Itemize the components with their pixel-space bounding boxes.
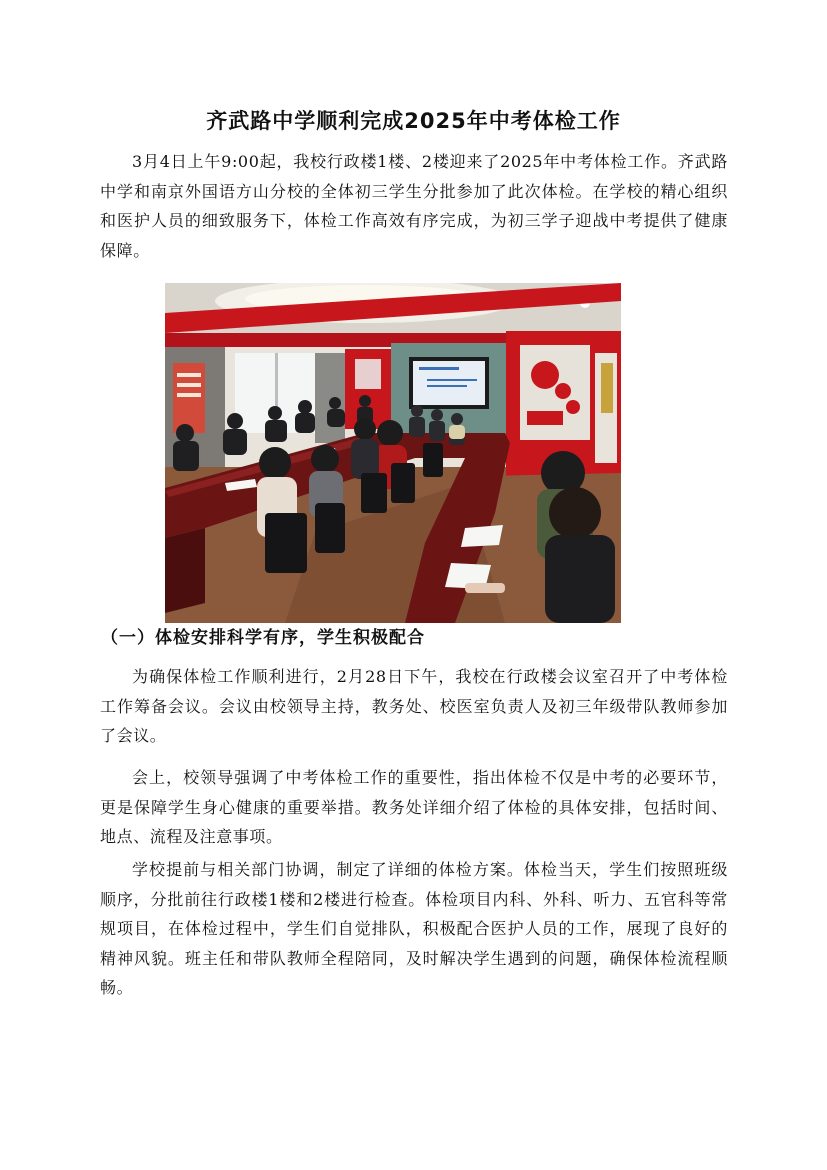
body-paragraph: 会上，校领导强调了中考体检工作的重要性，指出体检不仅是中考的必要环节，更是保障学生身心健康的重要举措。教务处详细介绍了体检的具体安排，包括时间、地点、流程及注意事项。 xyxy=(100,768,728,846)
page-title: 齐武路中学顺利完成2025年中考体检工作 xyxy=(206,109,621,133)
body-paragraph: 学校提前与相关部门协调，制定了详细的体检方案。体检当天，学生们按照班级顺序，分批前往行政楼1楼和2楼进行检查。体检项目内科、外科、听力、五官科等常规项目，在体检过程中，学生们自觉排队，积极配合医护人员的工作，展现了良好的精神风貌。班主任和带队教师全程陪同，及时解决学生遇到的问题，确保体检流程顺畅。 xyxy=(100,860,728,997)
body-paragraph: 为确保体检工作顺利进行，2月28日下午，我校在行政楼会议室召开了中考体检工作筹备会议。会议由校领导主持，教务处、校医室负责人及初三年级带队教师参加了会议。 xyxy=(100,667,728,745)
meeting-photo xyxy=(165,283,621,623)
intro-paragraph: 3月4日上午9:00起，我校行政楼1楼、2楼迎来了2025年中考体检工作。齐武路中学和南京外国语方山分校的全体初三学生分批参加了此次体检。在学校的精心组织和医护人员的细致服务下，体检工作高效有序完成，为初三学子迎战中考提供了健康保障。 xyxy=(100,152,728,260)
section-heading: （一）体检安排科学有序，学生积极配合 xyxy=(101,628,425,648)
